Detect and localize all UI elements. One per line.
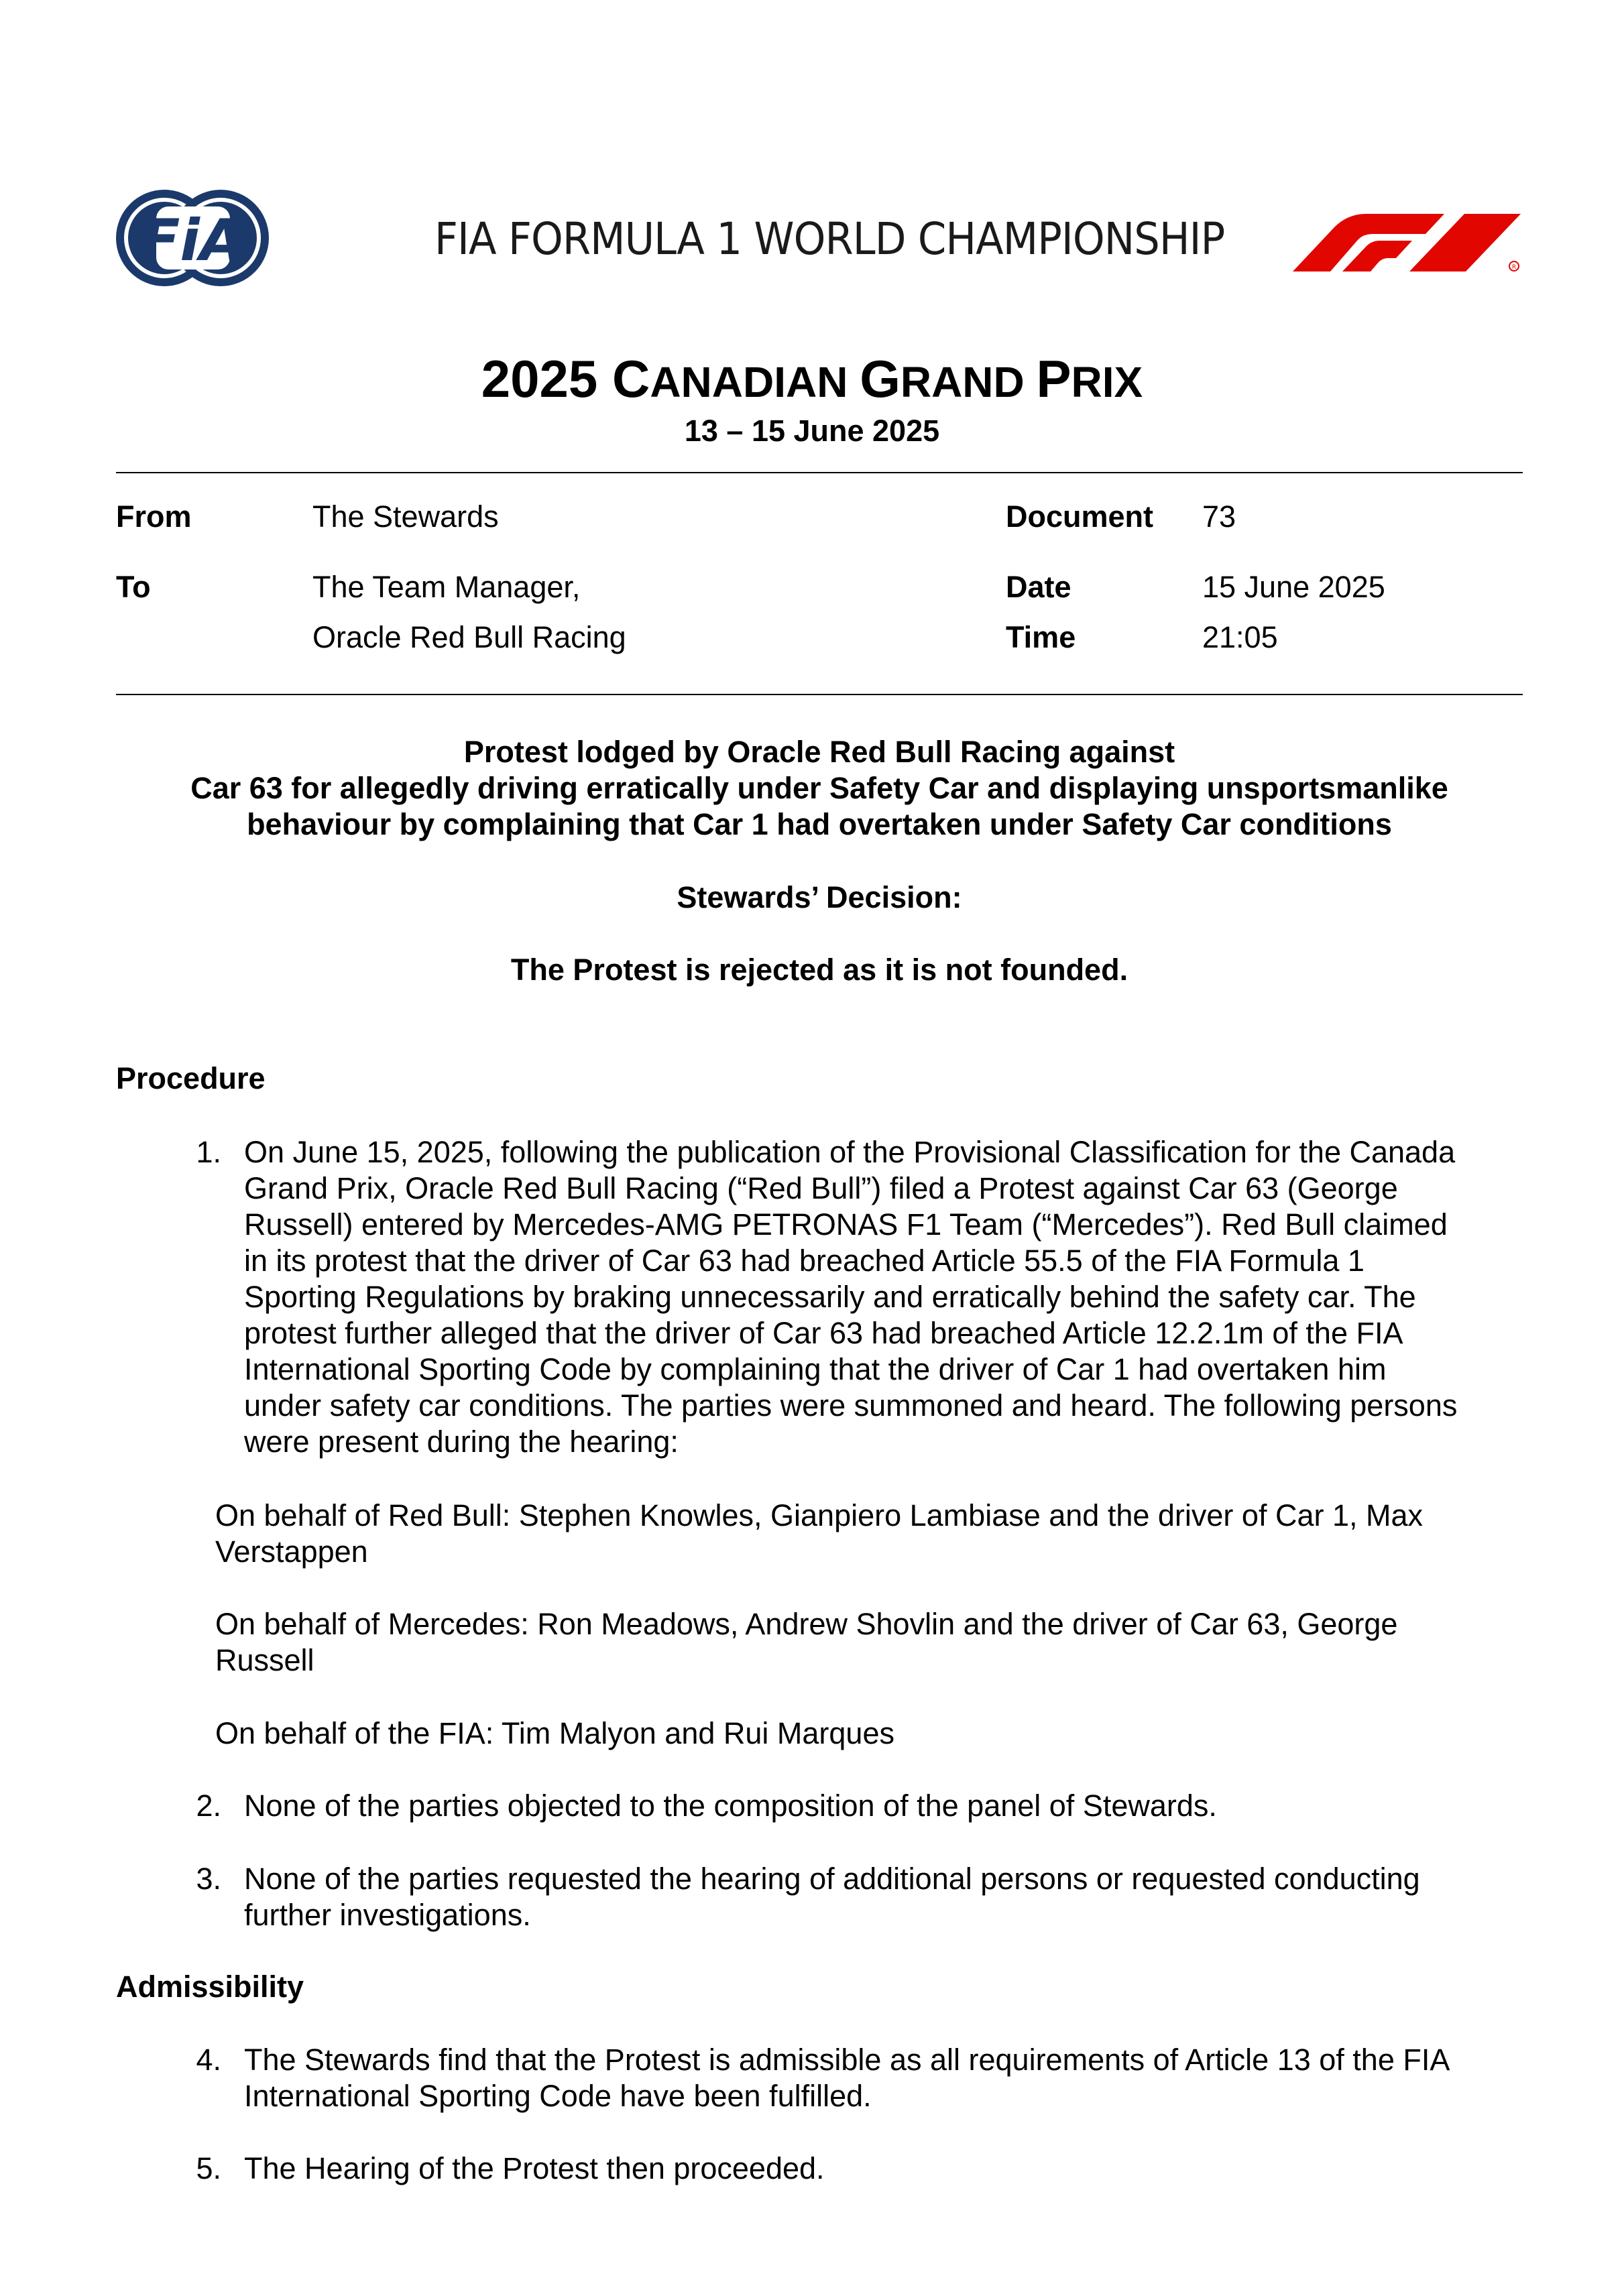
attendees-redbull: On behalf of Red Bull: Stephen Knowles, Gianpiero Lambiase and the driver of Car 1, Max Verstappen bbox=[215, 1498, 1424, 1569]
item-number: 5. bbox=[196, 2151, 221, 2185]
to-label: To bbox=[116, 570, 151, 604]
from-label: From bbox=[116, 499, 192, 534]
procedure-heading: Procedure bbox=[116, 1061, 266, 1095]
time-label: Time bbox=[1006, 620, 1076, 654]
to-value-line1: The Team Manager, bbox=[312, 570, 581, 604]
attendees-mercedes: On behalf of Mercedes: Ron Meadows, Andrew Shovlin and the driver of Car 63, George Russell bbox=[215, 1607, 1398, 1677]
item-number: 4. bbox=[196, 2043, 221, 2077]
f1-logo bbox=[1293, 210, 1522, 271]
divider bbox=[116, 472, 1523, 473]
championship-title: FIA FORMULA 1 WORLD CHAMPIONSHIP bbox=[434, 213, 1225, 265]
admissibility-heading: Admissibility bbox=[116, 1970, 304, 2004]
event-title: 2025 CANADIAN GRAND PRIX bbox=[481, 349, 1143, 408]
time-value: 21:05 bbox=[1202, 620, 1278, 654]
item-number: 2. bbox=[196, 1789, 221, 1823]
admissibility-item-5: The Hearing of the Protest then proceeded. bbox=[244, 2151, 825, 2185]
item-number: 3. bbox=[196, 1862, 221, 1896]
subject: Protest lodged by Oracle Red Bull Racing against Car 63 for allegedly driving erratically under Safety Car and displaying unsportsmanlike behaviour by complaining that Car 1 had overtaken under Safety Car conditions bbox=[190, 735, 1448, 841]
document-label: Document bbox=[1006, 499, 1154, 534]
divider bbox=[116, 694, 1523, 695]
procedure-item-1: On June 15, 2025, following the publication of the Provisional Classification for the Canada Grand Prix, Oracle Red Bull Racing (“Red Bull”) filed a Protest against Car 63 (George Russell) entered by Mercedes-AMG PETRONAS F1 Team (“Mercedes”). Red Bull claimed in its protest that the driver of Car 63 had breached Article 55.5 of the FIA Formula 1 Sporting Regulations by braking unnecessarily and erratically behind the safety car. The protest further alleged that the driver of Car 63 had breached Article 12.2.1m of the FIA International Sporting Code by complaining that the driver of Car 1 had overtaken him under safety car conditions. The parties were summoned and heard. The following persons were present during the hearing: bbox=[244, 1135, 1458, 1459]
document-value: 73 bbox=[1202, 499, 1236, 534]
date-value: 15 June 2025 bbox=[1202, 570, 1385, 604]
attendees-fia: On behalf of the FIA: Tim Malyon and Rui Marques bbox=[215, 1716, 894, 1750]
svg-text:FiA: FiA bbox=[140, 207, 245, 274]
date-label: Date bbox=[1006, 570, 1071, 604]
procedure-item-2: None of the parties objected to the composition of the panel of Stewards. bbox=[244, 1789, 1217, 1823]
procedure-item-3: None of the parties requested the hearing of additional persons or requested conducting further investigations. bbox=[244, 1862, 1420, 1932]
decision-text: The Protest is rejected as it is not founded. bbox=[510, 953, 1128, 987]
to-value-line2: Oracle Red Bull Racing bbox=[312, 620, 626, 654]
fia-logo bbox=[116, 185, 273, 291]
decision-label: Stewards’ Decision: bbox=[677, 880, 962, 914]
svg-text:R: R bbox=[1511, 264, 1517, 271]
event-dates: 13 – 15 June 2025 bbox=[684, 414, 940, 448]
admissibility-item-4: The Stewards find that the Protest is admissible as all requirements of Article 13 of the FIA International Sporting Code have been fulfilled. bbox=[244, 2043, 1450, 2113]
from-value: The Stewards bbox=[312, 499, 499, 534]
item-number: 1. bbox=[196, 1135, 221, 1169]
